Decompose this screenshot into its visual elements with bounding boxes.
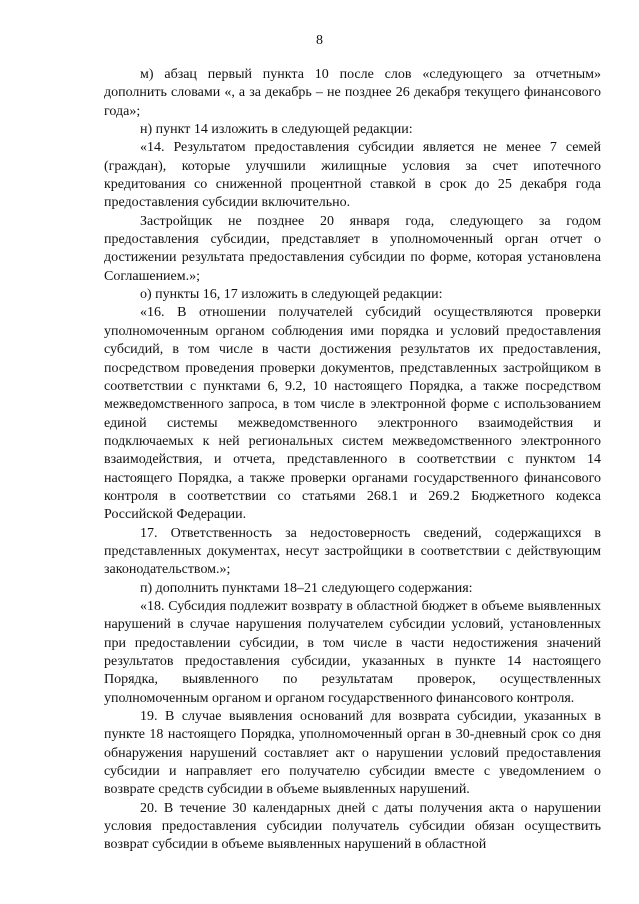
paragraph-item-18: «18. Субсидия подлежит возврату в областной бюджет в объеме выявленных нарушений в случае нарушения получателем субсидии условий, установленных при предоставлении субсидии, в том числе в части недостижения значений результатов предоставления субсидии, указанных в пункте 14 настоящего Порядка, выявленного по результатам проверок, осуществленных уполномоченным органом и органом государственного финансового контроля. bbox=[104, 598, 601, 706]
paragraph-item-17: 17. Ответственность за недостоверность сведений, содержащихся в представленных документах, несут застройщики в соответствии с действующим законодательством.»; bbox=[104, 525, 601, 578]
paragraph-o: о) пункты 16, 17 изложить в следующей редакции: bbox=[140, 287, 443, 303]
paragraph-p: п) дополнить пунктами 18–21 следующего содержания: bbox=[140, 580, 473, 596]
paragraph-m: м) абзац первый пункта 10 после слов «следующего за отчетным» дополнить словами «, а за декабрь – не позднее 26 декабря текущего финансового года»; bbox=[104, 67, 601, 119]
paragraph-item-20: 20. В течение 30 календарных дней с даты получения акта о нарушении условия предоставления субсидии получатель субсидии обязан осуществить возврат субсидии в объеме выявленных нарушений в областной bbox=[104, 800, 601, 853]
paragraph-item-19: 19. В случае выявления оснований для возврата субсидии, указанных в пункте 18 настоящего Порядка, уполномоченный орган в 30-дневный срок со дня обнаружения нарушений составляет акт о нарушении условий предоставления субсидии и направляет его получателю субсидии вместе с уведомлением о возврате средств субсидии в объеме выявленных нарушений. bbox=[104, 709, 601, 798]
document-body bbox=[104, 66, 601, 855]
paragraph-item-16: «16. В отношении получателей субсидий осуществляются проверки уполномоченным органом соблюдения ими порядка и условий предоставления субсидий, в том числе в части достижения результатов их предоставления, посредством проведения проверки документов, представленных застройщиком в соответствии с пунктами 6, 9.2, 10 настоящего Порядка, а также посредством межведомственного запроса, в том числе в электронной форме с использованием единой системы межведомственного электронного взаимодействия и подключаемых к ней региональных систем межведомственного электронного взаимодействия, и отчета, представленного в соответствии с пунктом 14 настоящего Порядка, а также проверки органами государственного финансового контроля в соответствии со статьями 268.1 и 269.2 Бюджетного кодекса Российской Федерации. bbox=[104, 305, 601, 523]
paragraph-item-14: «14. Результатом предоставления субсидии является не менее 7 семей (граждан), которые улучшили жилищные условия за счет ипотечного кредитования со сниженной процентной ставкой в срок до 25 декабря года предоставления субсидии включительно. bbox=[104, 140, 601, 211]
paragraph-developer-report: Застройщик не позднее 20 января года, следующего за годом предоставления субсидии, представляет в уполномоченный орган отчет о достижении результата предоставления субсидии по форме, которая установлена Соглашением.»; bbox=[104, 213, 601, 284]
paragraph-n: н) пункт 14 изложить в следующей редакции: bbox=[140, 122, 413, 138]
page-number: 8 bbox=[316, 33, 323, 48]
